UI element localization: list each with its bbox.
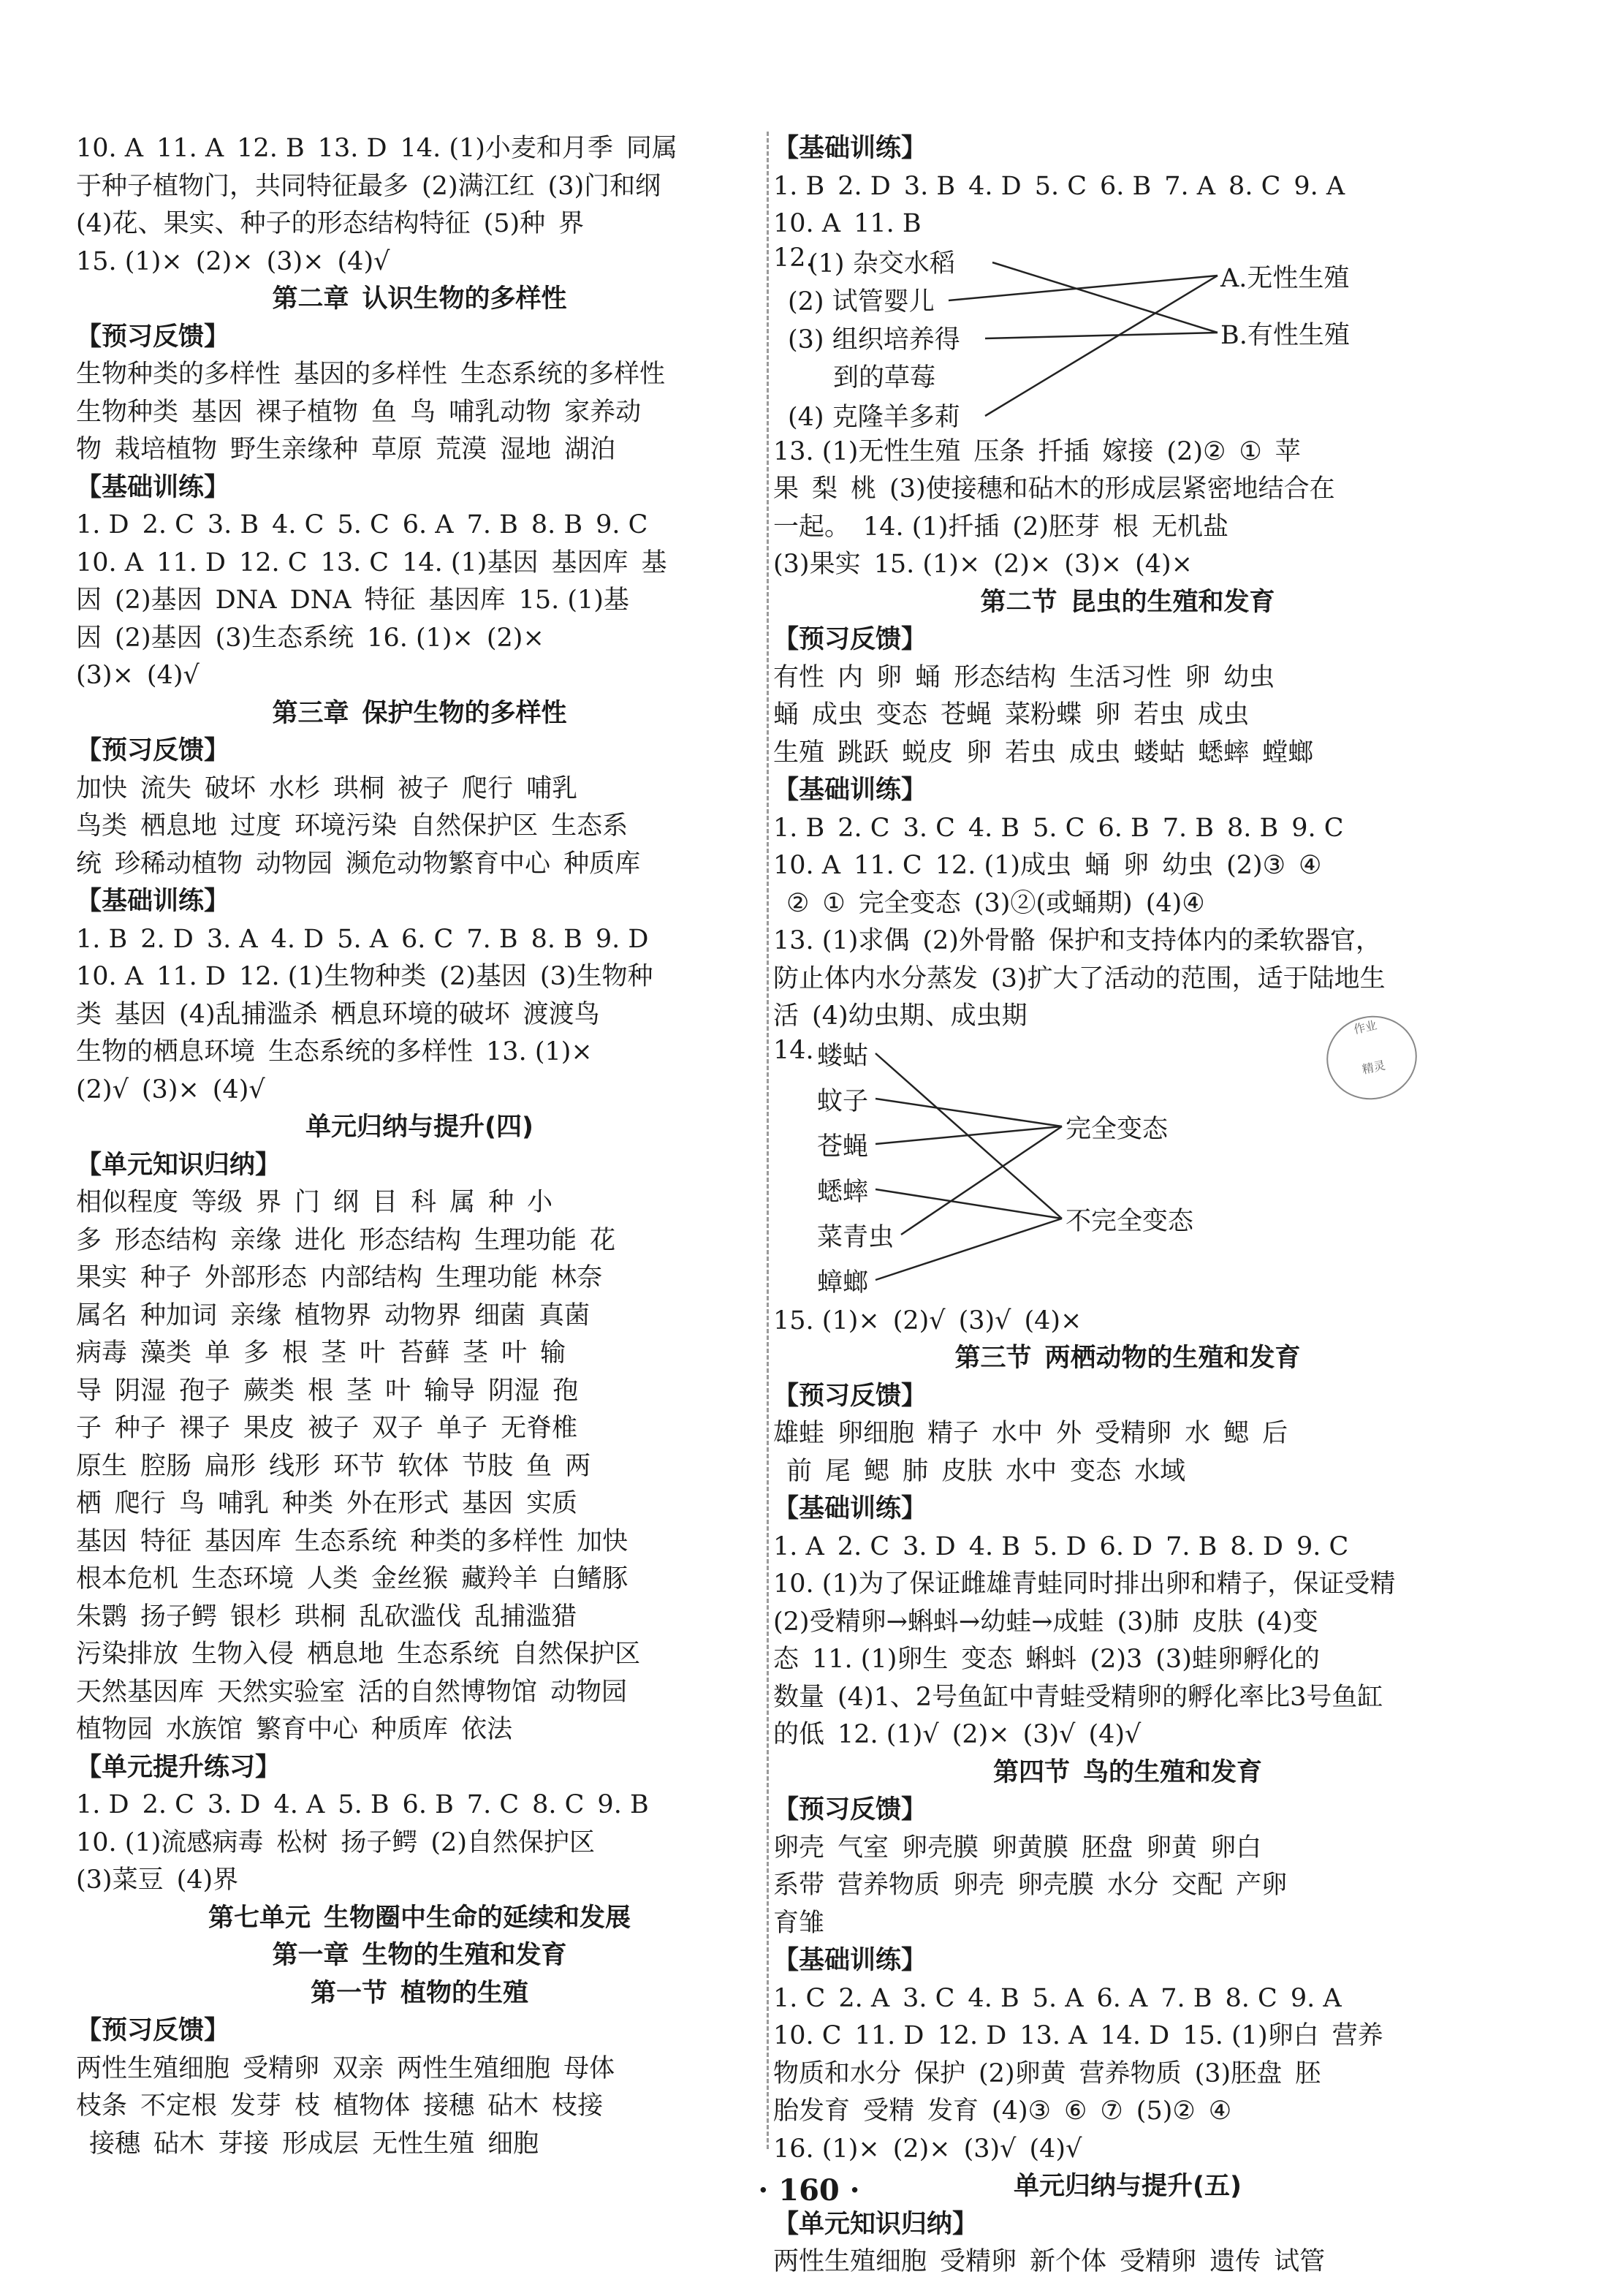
answer-line: 的低 12. (1)√ (2)× (3)√ (4)√ — [773, 1720, 1142, 1749]
section-heading: 单元归纳与提升(四) — [305, 1113, 533, 1142]
connector-1-b — [992, 262, 1218, 333]
answer-line: 果实 种子 外部形态 内部结构 生理功能 林奈 — [76, 1263, 603, 1292]
section-label: 【基础训练】 — [773, 776, 927, 805]
answer-line: 10. A 11. C 12. (1)成虫 蛹 卵 幼虫 (2)③ ④ — [773, 851, 1322, 880]
stamp-text-bottom: 精灵 — [1361, 1058, 1387, 1077]
answer-line: 10. A 11. D 12. C 13. C 14. (1)基因 基因库 基 — [76, 548, 667, 577]
section-label: 【基础训练】 — [773, 1946, 927, 1975]
answer-line: 物质和水分 保护 (2)卵黄 营养物质 (3)胚盘 胚 — [773, 2058, 1321, 2088]
answer-line: 两性生殖细胞 受精卵 双亲 两性生殖细胞 母体 — [76, 2053, 615, 2083]
connector-3 — [876, 1126, 1062, 1144]
answer-line: 生物种类 基因 裸子植物 鱼 鸟 哺乳动物 家养动 — [76, 397, 642, 427]
answer-line: 前 尾 鳃 肺 皮肤 水中 变态 水域 — [786, 1456, 1186, 1486]
answer-line: 污染排放 生物入侵 栖息地 生态系统 自然保护区 — [76, 1640, 641, 1669]
answer-line: (3)菜豆 (4)界 — [76, 1865, 239, 1895]
section-heading: 第四节 鸟的生殖和发育 — [992, 1757, 1263, 1787]
answer-line: 生物种类的多样性 基因的多样性 生态系统的多样性 — [76, 360, 666, 389]
question-number: 14. — [773, 1035, 814, 1065]
answer-line: (3)× (4)√ — [76, 661, 200, 690]
answer-line: 统 珍稀动植物 动物园 濒危动物繁育中心 种质库 — [76, 849, 641, 879]
answer-line: 因 (2)基因 DNA DNA 特征 基因库 15. (1)基 — [76, 586, 629, 615]
answer-line: 果 梨 桃 (3)使接穗和砧木的形成层紧密地结合在 — [773, 474, 1335, 504]
section-heading: 第三节 两栖动物的生殖和发育 — [954, 1344, 1301, 1373]
answer-line: 加快 流失 破坏 水杉 珙桐 被子 爬行 哺乳 — [76, 773, 578, 803]
left-item: (3) 组织培养得 — [788, 325, 960, 355]
answer-line: 因 (2)基因 (3)生态系统 16. (1)× (2)× — [76, 623, 544, 653]
section-label: 【预习反馈】 — [773, 1795, 927, 1825]
answer-line: 病毒 藻类 单 多 根 茎 叶 苔藓 茎 叶 输 — [76, 1338, 566, 1368]
left-item: (2) 试管婴儿 — [788, 287, 935, 317]
answer-line: 原生 腔肠 扁形 线形 环节 软体 节肢 鱼 两 — [76, 1451, 591, 1481]
answer-line: 防止体内水分蒸发 (3)扩大了活动的范围，适于陆地生 — [773, 963, 1386, 993]
answer-line: 基因 特征 基因库 生态系统 种类的多样性 加快 — [76, 1526, 628, 1556]
answer-line: 鸟类 栖息地 过度 环境污染 自然保护区 生态系 — [76, 811, 628, 841]
left-item: 蟑螂 — [817, 1268, 869, 1297]
answer-line: 天然基因库 天然实验室 活的自然博物馆 动物园 — [76, 1677, 628, 1707]
answer-line: 属名 种加词 亲缘 植物界 动物界 细菌 真菌 — [76, 1300, 590, 1330]
answer-line: 1. A 2. C 3. D 4. B 5. D 6. D 7. B 8. D 9. C — [773, 1531, 1349, 1561]
left-item: 菜青虫 — [817, 1222, 895, 1252]
right-item-b: B.有性生殖 — [1220, 320, 1350, 350]
answer-line: 胎发育 受精 发育 (4)③ ⑥ ⑦ (5)② ④ — [773, 2096, 1232, 2126]
section-heading: 第七单元 生物圈中生命的延续和发展 — [208, 1903, 631, 1933]
section-heading: 第二节 昆虫的生殖和发育 — [980, 587, 1275, 617]
answer-line: 10. A 11. A 12. B 13. D 14. (1)小麦和月季 同属 — [76, 134, 677, 163]
answer-line: 1. B 2. D 3. A 4. D 5. A 6. C 7. B 8. B 9. D — [76, 924, 649, 954]
answer-line: (3)果实 15. (1)× (2)× (3)× (4)× — [773, 550, 1193, 579]
connector-5 — [901, 1126, 1062, 1235]
answer-line: 多 形态结构 亲缘 进化 形态结构 生理功能 花 — [76, 1225, 616, 1255]
answer-line: 栖 爬行 鸟 哺乳 种类 外在形式 基因 实质 — [76, 1489, 578, 1518]
section-label: 【预习反馈】 — [76, 322, 230, 352]
section-label: 【预习反馈】 — [773, 625, 927, 654]
answer-line: (4)花、果实、种子的形态结构特征 (5)种 界 — [76, 209, 585, 238]
section-label: 【基础训练】 — [773, 1494, 927, 1523]
left-item: 蚊子 — [817, 1086, 869, 1116]
answer-line: 态 11. (1)卵生 变态 蝌蚪 (2)3 (3)蛙卵孵化的 — [773, 1645, 1320, 1674]
section-label: 【基础训练】 — [773, 134, 927, 163]
right-item-incomplete: 不完全变态 — [1066, 1206, 1194, 1236]
left-item: 苍蝇 — [817, 1132, 869, 1162]
question-number: 12. — [773, 243, 814, 273]
answer-line: 植物园 水族馆 繁育中心 种质库 依法 — [76, 1715, 513, 1744]
right-item-a: A.无性生殖 — [1220, 263, 1350, 293]
answer-line: 接穗 砧木 芽接 形成层 无性生殖 细胞 — [89, 2129, 539, 2159]
section-label: 【预习反馈】 — [76, 736, 230, 765]
section-label: 【预习反馈】 — [773, 1381, 927, 1411]
answer-line: 子 种子 裸子 果皮 被子 双子 单子 无脊椎 — [76, 1414, 578, 1443]
answer-line: 15. (1)× (2)√ (3)√ (4)× — [773, 1306, 1082, 1335]
connector-3-b — [985, 333, 1218, 338]
left-item: (1) 杂交水稻 — [808, 249, 955, 279]
answer-line: 于种子植物门，共同特征最多 (2)满江红 (3)门和纲 — [76, 171, 661, 201]
section-heading: 第一章 生物的生殖和发育 — [272, 1941, 567, 1970]
answer-line: 枝条 不定根 发芽 枝 植物体 接穗 砧木 枝接 — [76, 2091, 604, 2121]
answer-line: 15. (1)× (2)× (3)× (4)√ — [76, 246, 390, 276]
section-label: 【单元知识归纳】 — [773, 2209, 979, 2239]
stamp-text-top: 作业 — [1352, 1018, 1378, 1037]
answer-line: 两性生殖细胞 受精卵 新个体 受精卵 遗传 试管 — [773, 2247, 1326, 2276]
answer-line: 一起。 14. (1)扦插 (2)胚芽 根 无机盐 — [773, 512, 1228, 542]
answer-line: 10. A 11. D 12. (1)生物种类 (2)基因 (3)生物种 — [76, 962, 653, 991]
answer-line: 相似程度 等级 界 门 纲 目 科 属 种 小 — [76, 1188, 553, 1217]
answer-line: 卵壳 气室 卵壳膜 卵黄膜 胚盘 卵黄 卵白 — [773, 1833, 1262, 1863]
section-heading: 第三章 保护生物的多样性 — [272, 698, 567, 728]
answer-line: 16. (1)× (2)× (3)√ (4)√ — [773, 2134, 1082, 2164]
page-number: · 160 · — [758, 2173, 860, 2208]
answer-line: 蛹 成虫 变态 苍蝇 菜粉蝶 卵 若虫 成虫 — [773, 700, 1250, 730]
section-label: 【预习反馈】 — [76, 2016, 230, 2045]
answer-line: ② ① 完全变态 (3)②(或蛹期) (4)④ — [786, 888, 1205, 918]
answer-line: 朱鹮 扬子鳄 银杉 珙桐 乱砍滥伐 乱捕滥猎 — [76, 1602, 577, 1632]
section-heading: 第一节 植物的生殖 — [310, 1978, 529, 2008]
answer-line: 1. B 2. C 3. C 4. B 5. C 6. B 7. B 8. B 9. C — [773, 813, 1344, 843]
answer-line: 1. B 2. D 3. B 4. D 5. C 6. B 7. A 8. C 9. A — [773, 171, 1345, 201]
answer-line: 根本危机 生态环境 人类 金丝猴 藏羚羊 白鳍豚 — [76, 1564, 628, 1594]
column-divider — [767, 132, 769, 2149]
answer-line: 1. D 2. C 3. B 4. C 5. C 6. A 7. B 8. B 9. C — [76, 510, 648, 539]
answer-line: 13. (1)无性生殖 压条 扦插 嫁接 (2)② ① 苹 — [773, 436, 1301, 466]
answer-line: 10. C 11. D 12. D 13. A 14. D 15. (1)卵白 营养 — [773, 2021, 1383, 2050]
connector-2 — [876, 1099, 1062, 1126]
answer-line: 物 栽培植物 野生亲缘种 草原 荒漠 湿地 湖泊 — [76, 435, 616, 464]
answer-line: 生殖 跳跃 蜕皮 卵 若虫 成虫 蝼蛄 蟋蟀 螳螂 — [773, 738, 1314, 768]
answer-line: 生物的栖息环境 生态系统的多样性 13. (1)× — [76, 1037, 593, 1066]
section-label: 【单元提升练习】 — [76, 1752, 281, 1782]
answer-line: 系带 营养物质 卵壳 卵壳膜 水分 交配 产卵 — [773, 1871, 1288, 1900]
answer-line: 导 阴湿 孢子 蕨类 根 茎 叶 输导 阴湿 孢 — [76, 1376, 579, 1406]
answer-line: 13. (1)求偶 (2)外骨骼 保护和支持体内的柔软器官， — [773, 926, 1381, 955]
answer-line: 有性 内 卵 蛹 形态结构 生活习性 卵 幼虫 — [773, 662, 1275, 692]
answer-line: 10. A 11. B — [773, 209, 922, 238]
section-label: 【基础训练】 — [76, 887, 230, 916]
answer-line: 1. D 2. C 3. D 4. A 5. B 6. B 7. C 8. C 9. B — [76, 1790, 649, 1819]
answer-line: (2)√ (3)× (4)√ — [76, 1075, 265, 1105]
left-column — [76, 130, 763, 2163]
answer-line: (2)受精卵→蝌蚪→幼蛙→成蛙 (3)肺 皮肤 (4)变 — [773, 1607, 1318, 1637]
answer-line: 类 基因 (4)乱捕滥杀 栖息环境的破坏 渡渡鸟 — [76, 999, 600, 1029]
right-column — [773, 130, 1482, 2281]
section-heading: 单元归纳与提升(五) — [1014, 2172, 1242, 2201]
section-heading: 第二章 认识生物的多样性 — [272, 284, 567, 314]
answer-line: 10. (1)为了保证雌雄青蛙同时排出卵和精子，保证受精 — [773, 1569, 1396, 1599]
answer-line: 雄蛙 卵细胞 精子 水中 外 受精卵 水 鳃 后 — [773, 1419, 1288, 1448]
connector-6 — [876, 1219, 1062, 1280]
matching-diagram-reproduction — [773, 243, 1482, 433]
answer-line: 数量 (4)1、2号鱼缸中青蛙受精卵的孵化率比3号鱼缸 — [773, 1682, 1383, 1712]
left-item: 到的草莓 — [833, 363, 936, 393]
left-item: 蟋蟀 — [817, 1177, 869, 1207]
connector-2-a — [949, 276, 1218, 300]
answer-line: 育雏 — [773, 1908, 825, 1938]
answer-line: 1. C 2. A 3. C 4. B 5. A 6. A 7. B 8. C 9. A — [773, 1983, 1342, 2013]
left-item: (4) 克隆羊多莉 — [788, 402, 960, 432]
answer-line: 活 (4)幼虫期、成虫期 — [773, 1001, 1028, 1031]
right-item-complete: 完全变态 — [1066, 1114, 1169, 1144]
answer-line: 10. (1)流感病毒 松树 扬子鳄 (2)自然保护区 — [76, 1827, 595, 1857]
left-item: 蝼蛄 — [817, 1041, 869, 1071]
section-label: 【单元知识归纳】 — [76, 1150, 281, 1180]
section-label: 【基础训练】 — [76, 472, 230, 502]
